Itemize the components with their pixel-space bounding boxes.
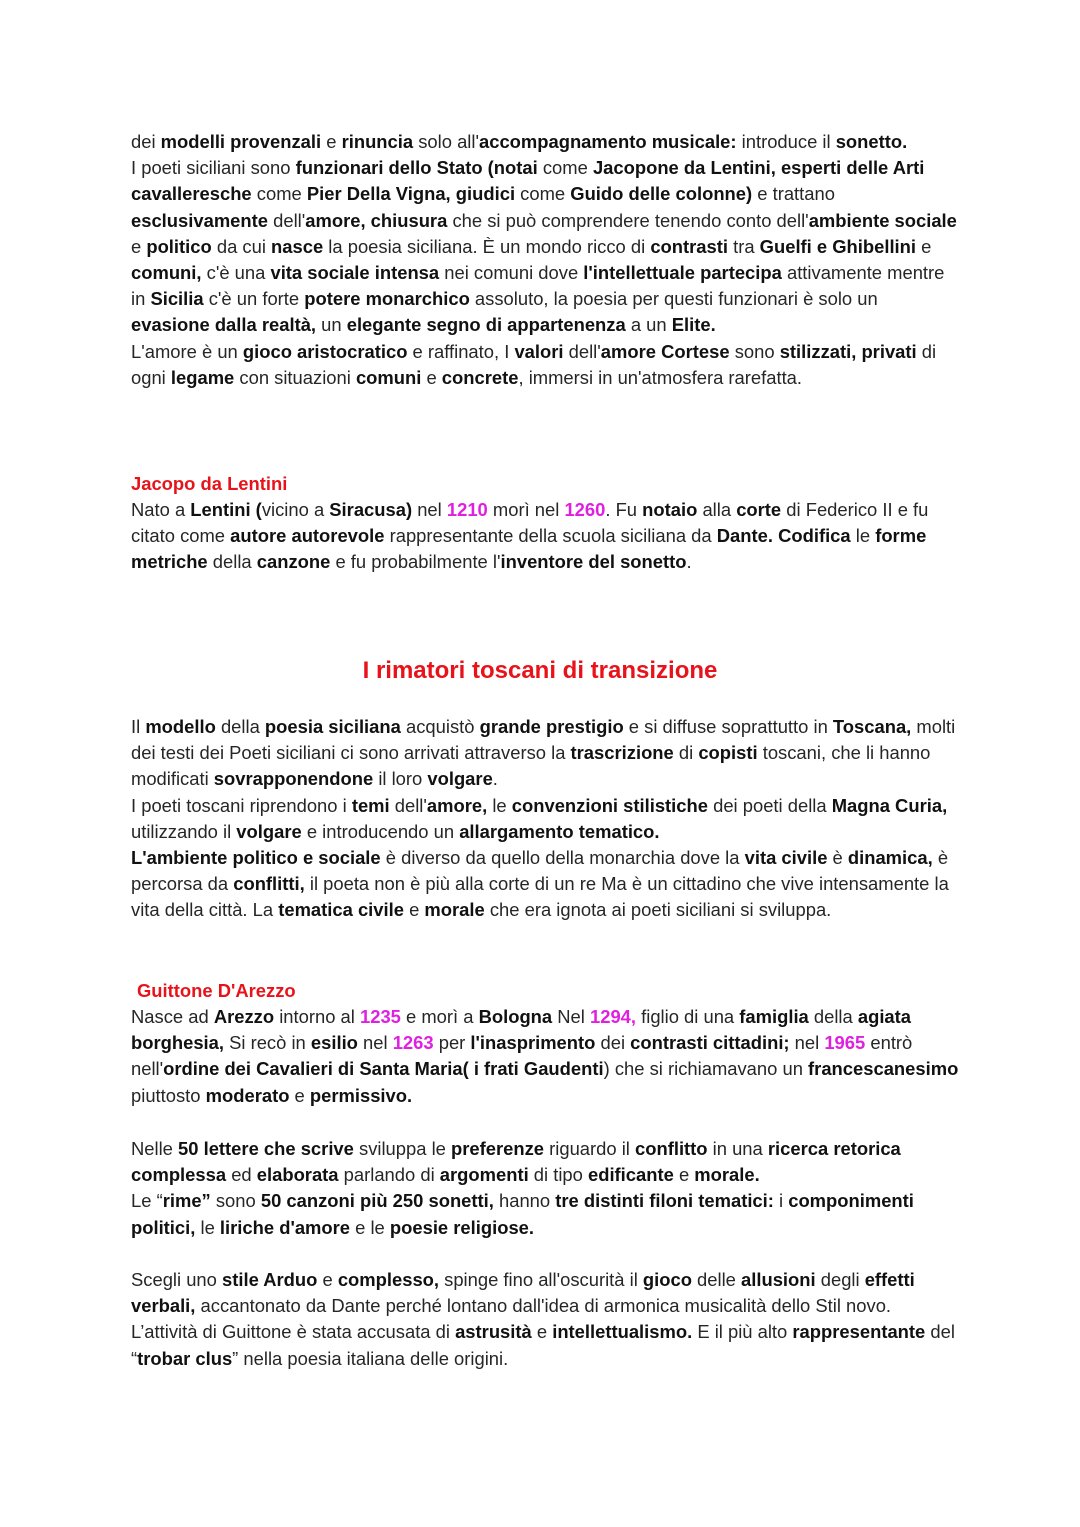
- paragraph-guittone-works: [131, 1136, 961, 1241]
- bold-term: Sicilia: [150, 288, 204, 310]
- text-run: dei: [595, 1032, 631, 1054]
- bold-term: forme metriche: [131, 525, 927, 573]
- bold-term: modelli provenzali: [160, 131, 322, 152]
- text-run: e introducendo un: [301, 820, 460, 842]
- text-run: della: [215, 716, 265, 737]
- text-run: e si diffuse soprattutto in: [623, 716, 833, 737]
- bold-term: contrasti: [650, 235, 728, 257]
- text-run: utilizzando il: [131, 820, 237, 842]
- bold-term: amore,: [426, 794, 488, 816]
- bold-term: Codifica: [778, 525, 851, 547]
- text-run: alla: [697, 499, 737, 520]
- bold-term: sonetto.: [835, 131, 908, 152]
- bold-term: amore, chiusura: [305, 209, 448, 231]
- text-run: e: [131, 235, 147, 257]
- text-run: le: [195, 1216, 220, 1238]
- text-run: morì nel: [487, 499, 565, 520]
- bold-term: permissivo.: [309, 1084, 413, 1106]
- text-run: di ogni: [131, 340, 937, 388]
- bold-term: famiglia: [739, 1006, 809, 1027]
- bold-term: esclusivamente: [131, 209, 268, 231]
- text-run: come: [537, 157, 593, 179]
- text-run: introduce il: [736, 131, 836, 152]
- highlighted-date: 1263: [392, 1032, 434, 1054]
- bold-term: Dante.: [716, 525, 773, 547]
- bold-term: politico: [146, 235, 212, 257]
- text-run: ) che si richiamavano un: [603, 1058, 809, 1080]
- bold-term: moderato: [205, 1084, 290, 1106]
- text-run: E il più alto: [692, 1321, 793, 1343]
- text-run: solo all': [413, 131, 479, 152]
- text-run: le: [850, 525, 876, 547]
- text-run: attivamente mentre in: [131, 262, 945, 310]
- text-run: e: [317, 1269, 338, 1290]
- text-run: Nato a: [131, 499, 191, 520]
- bold-term: Lentini (: [190, 499, 262, 520]
- bold-term: vita civile: [744, 847, 828, 869]
- bold-term: l'intellettuale partecipa: [583, 262, 782, 284]
- text-run: Si recò in: [224, 1032, 311, 1054]
- text-run: e: [289, 1084, 310, 1106]
- text-run: assoluto, la poesia per questi funzionari è solo un: [469, 288, 878, 310]
- text-run: come: [251, 183, 307, 205]
- bold-term: comuni: [355, 366, 422, 388]
- text-run: parlando di: [338, 1164, 440, 1186]
- bold-term: Siracusa): [329, 499, 413, 520]
- bold-term: esilio: [310, 1032, 358, 1054]
- text-run: nel: [789, 1032, 825, 1054]
- text-run: di: [673, 742, 699, 764]
- bold-term: edificante: [587, 1164, 674, 1186]
- text-run: della: [808, 1006, 858, 1027]
- text-run: e: [531, 1321, 553, 1343]
- bold-term: Elite.: [671, 314, 716, 336]
- text-run: intorno al: [274, 1006, 360, 1027]
- text-run: Il: [131, 716, 146, 737]
- text-run: ” nella poesia italiana delle origini.: [232, 1347, 509, 1369]
- text-run: è diverso da quello della monarchia dove la: [380, 847, 745, 869]
- bold-term: complesso,: [337, 1269, 440, 1290]
- text-run: Scegli uno: [131, 1269, 222, 1290]
- bold-term: tre distinti filoni tematici:: [555, 1190, 774, 1212]
- bold-term: ricerca retorica complessa: [131, 1138, 901, 1186]
- text-run: e: [916, 235, 932, 257]
- bold-term: contrasti cittadini;: [630, 1032, 790, 1054]
- bold-term: volgare: [236, 820, 302, 842]
- text-run: il poeta non è più alla corte di un re Ma è un cittadino che vive intensamente la vita della città. La: [131, 873, 949, 921]
- text-run: un: [316, 314, 347, 336]
- highlighted-date: 1294,: [589, 1006, 637, 1027]
- text-run: I poeti siciliani sono: [131, 157, 296, 179]
- paragraph-guittone-bio: [131, 1004, 961, 1109]
- text-run: . Fu: [605, 499, 643, 520]
- bold-term: amore Cortese: [600, 340, 730, 362]
- text-run: che era ignota ai poeti siciliani si sviluppa.: [484, 899, 832, 921]
- text-run: e: [403, 899, 425, 921]
- paragraph-jacopo-da-lentini: [131, 497, 961, 576]
- bold-term: canzone: [256, 551, 331, 573]
- text-run: è percorsa da: [131, 847, 949, 895]
- bold-term: rinuncia: [341, 131, 414, 152]
- text-run: tra: [727, 235, 760, 257]
- text-run: dell': [268, 209, 306, 231]
- bold-term: Arezzo: [213, 1006, 275, 1027]
- text-run: è: [827, 847, 848, 869]
- text-run: dei: [131, 131, 161, 152]
- bold-term: 50 lettere che scrive: [178, 1138, 354, 1159]
- bold-term: concrete: [441, 366, 519, 388]
- text-run: c'è una: [201, 262, 271, 284]
- text-run: del “: [131, 1321, 955, 1369]
- text-run: vicino a: [261, 499, 330, 520]
- text-run: accantonato da Dante perché lontano dall'idea di armonica musicalità dello Stil novo. L’attività di Guittone è stata accusata di: [131, 1295, 892, 1343]
- bold-term: stile Arduo: [222, 1269, 318, 1290]
- bold-term: Guelfi e Ghibellini: [759, 235, 917, 257]
- bold-term: gioco: [642, 1269, 692, 1290]
- text-run: delle: [691, 1269, 742, 1290]
- text-run: spinge fino all'oscurità il: [439, 1269, 643, 1290]
- text-run: di Federico II e fu citato come: [131, 499, 929, 547]
- heading-jacopo-da-lentini: Jacopo da Lentini: [131, 473, 288, 494]
- bold-term: l'inasprimento: [470, 1032, 596, 1054]
- text-run: della: [207, 551, 257, 573]
- bold-term: Magna Curia,: [831, 794, 948, 816]
- bold-term: intellettualismo.: [552, 1321, 693, 1343]
- text-run: .: [492, 768, 498, 790]
- bold-term: trobar clus: [137, 1347, 233, 1369]
- text-run: dell': [389, 794, 427, 816]
- bold-term: accompagnamento musicale:: [478, 131, 737, 152]
- text-run: degli: [815, 1269, 865, 1290]
- text-run: hanno: [493, 1190, 556, 1212]
- text-run: con situazioni: [234, 366, 356, 388]
- bold-term: funzionari dello Stato (notai: [295, 157, 538, 179]
- text-run: in una: [707, 1138, 768, 1159]
- text-run: che si può comprendere tenendo conto dell': [447, 209, 809, 231]
- text-run: nel: [357, 1032, 393, 1054]
- text-run: entrò nell': [131, 1032, 913, 1080]
- bold-term: morale: [424, 899, 485, 921]
- bold-term: allargamento tematico.: [459, 820, 660, 842]
- bold-term: 50 canzoni più 250 sonetti,: [260, 1190, 494, 1212]
- bold-term: morale.: [694, 1164, 760, 1186]
- bold-term: argomenti: [439, 1164, 529, 1186]
- bold-term: dinamica,: [847, 847, 933, 869]
- bold-term: componimenti politici,: [131, 1190, 914, 1238]
- bold-term: ambiente sociale: [808, 209, 957, 231]
- bold-term: agiata borghesia,: [131, 1006, 912, 1054]
- bold-term: inventore del sonetto: [500, 551, 687, 573]
- bold-term: comuni,: [131, 262, 202, 284]
- bold-term: legame: [170, 366, 235, 388]
- text-run: e raffinato, I: [407, 340, 515, 362]
- paragraph-sicilian-poets: [131, 129, 961, 391]
- bold-term: nasce: [271, 235, 324, 257]
- text-run: per: [433, 1032, 471, 1054]
- text-run: rappresentante della scuola siciliana da: [384, 525, 717, 547]
- bold-term: autore autorevole: [230, 525, 385, 547]
- bold-term: preferenze: [451, 1138, 545, 1159]
- text-run: c'è un forte: [203, 288, 305, 310]
- text-run: nel: [412, 499, 447, 520]
- section-title: I rimatori toscani di transizione: [362, 657, 718, 684]
- text-run: dei poeti della: [707, 794, 832, 816]
- text-run: di tipo: [528, 1164, 588, 1186]
- bold-term: poesie religiose.: [389, 1216, 535, 1238]
- text-run: nei comuni dove: [439, 262, 584, 284]
- highlighted-date: 1260: [564, 499, 606, 520]
- bold-term: copisti: [698, 742, 758, 764]
- bold-term: valori: [514, 340, 564, 362]
- text-run: e fu probabilmente l': [330, 551, 501, 573]
- bold-term: conflitto: [635, 1138, 708, 1159]
- text-run: sviluppa le: [353, 1138, 452, 1159]
- text-run: molti dei testi dei Poeti siciliani ci sono arrivati attraverso la: [131, 716, 956, 764]
- bold-term: astrusità: [455, 1321, 532, 1343]
- bold-term: tematica civile: [278, 899, 404, 921]
- bold-term: elegante segno di appartenenza: [346, 314, 626, 336]
- bold-term: potere monarchico: [304, 288, 470, 310]
- text-run: dell': [563, 340, 601, 362]
- bold-term: liriche d'amore: [219, 1216, 351, 1238]
- bold-term: conflitti,: [233, 873, 305, 895]
- bold-term: temi: [351, 794, 390, 816]
- bold-term: evasione dalla realtà,: [131, 314, 317, 336]
- bold-term: Jacopone da Lentini, esperti delle Arti cavalleresche: [131, 157, 925, 205]
- bold-term: trascrizione: [570, 742, 674, 764]
- text-run: da cui: [211, 235, 272, 257]
- bold-term: Guido delle colonne): [570, 183, 753, 205]
- bold-term: effetti verbali,: [131, 1269, 915, 1317]
- text-run: Nel: [552, 1006, 590, 1027]
- text-run: e: [673, 1164, 695, 1186]
- text-run: la poesia siciliana. È un mondo ricco di: [323, 235, 651, 257]
- bold-term: Bologna: [478, 1006, 553, 1027]
- bold-term: grande prestigio: [479, 716, 624, 737]
- bold-term: francescanesimo: [808, 1058, 959, 1080]
- text-run: il loro: [373, 768, 428, 790]
- bold-term: gioco aristocratico: [242, 340, 408, 362]
- text-run: ed: [226, 1164, 257, 1186]
- bold-term: corte: [736, 499, 782, 520]
- text-run: Le “: [131, 1190, 163, 1212]
- text-run: e morì a: [400, 1006, 479, 1027]
- text-run: Nelle: [131, 1138, 179, 1159]
- bold-term: rime”: [162, 1190, 211, 1212]
- text-run: toscani, che li hanno modificati: [131, 742, 931, 790]
- bold-term: ordine dei Cavalieri di Santa Maria( i frati Gaudenti: [163, 1058, 604, 1080]
- text-run: L'amore è un: [131, 340, 243, 362]
- bold-term: rappresentante: [792, 1321, 926, 1343]
- highlighted-date: 1965: [824, 1032, 866, 1054]
- paragraph-tuscan-poets: [131, 714, 961, 924]
- bold-term: sovrapponendone: [213, 768, 374, 790]
- text-run: Nasce ad: [131, 1006, 214, 1027]
- bold-term: allusioni: [741, 1269, 816, 1290]
- bold-term: vita sociale intensa: [270, 262, 440, 284]
- text-run: e trattano: [752, 183, 835, 205]
- bold-term: modello: [145, 716, 216, 737]
- text-run: , immersi in un'atmosfera rarefatta.: [518, 366, 803, 388]
- text-run: sono: [729, 340, 780, 362]
- bold-term: stilizzati, privati: [779, 340, 917, 362]
- text-run: riguardo il: [544, 1138, 636, 1159]
- text-run: sono: [210, 1190, 261, 1212]
- bold-term: volgare: [427, 768, 493, 790]
- bold-term: notaio: [642, 499, 698, 520]
- bold-term: Toscana,: [832, 716, 912, 737]
- text-run: le: [487, 794, 512, 816]
- text-run: e le: [350, 1216, 390, 1238]
- bold-term: L'ambiente politico e sociale: [131, 847, 381, 869]
- bold-term: elaborata: [256, 1164, 339, 1186]
- text-run: come: [515, 183, 571, 205]
- heading-guittone-darezzo: Guittone D'Arezzo: [137, 980, 296, 1001]
- bold-term: Pier Della Vigna,: [306, 183, 451, 205]
- text-run: piuttosto: [131, 1084, 206, 1106]
- bold-term: giudici: [455, 183, 516, 205]
- bold-term: convenzioni stilistiche: [511, 794, 708, 816]
- text-run: e: [321, 131, 342, 152]
- highlighted-date: 1210: [446, 499, 488, 520]
- text-run: i: [773, 1190, 789, 1212]
- text-run: figlio di una: [636, 1006, 740, 1027]
- text-run: a un: [625, 314, 672, 336]
- text-run: e: [421, 366, 442, 388]
- bold-term: poesia siciliana: [264, 716, 401, 737]
- text-run: acquistò: [400, 716, 480, 737]
- text-run: I poeti toscani riprendono i: [131, 794, 352, 816]
- text-run: .: [686, 551, 692, 573]
- paragraph-guittone-style: [131, 1267, 961, 1372]
- highlighted-date: 1235: [359, 1006, 401, 1027]
